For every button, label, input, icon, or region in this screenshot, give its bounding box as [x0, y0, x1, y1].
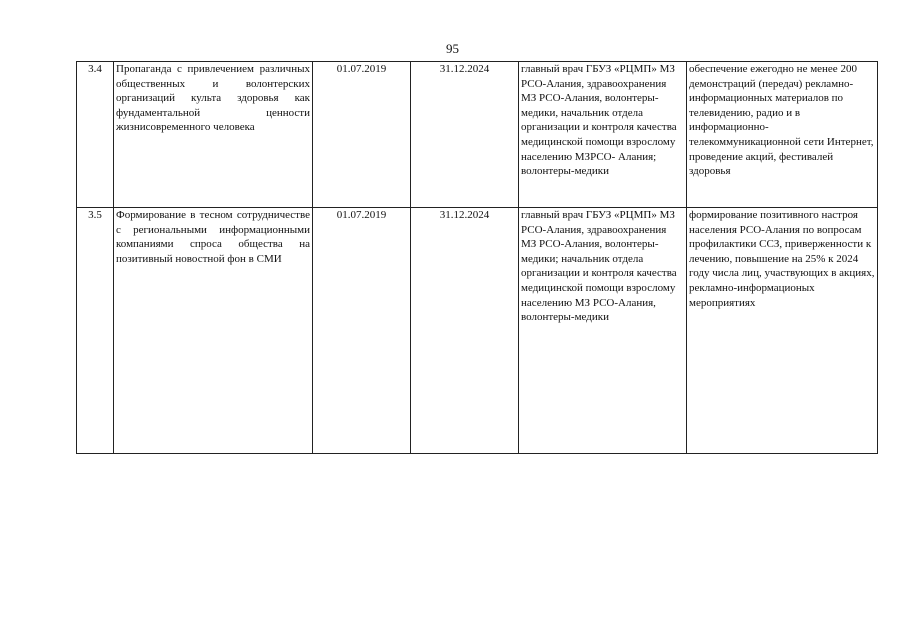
result-cell: обеспечение ежегодно не менее 200 демонстраций (передач) рекламно-информационных материалов по телевидению, радио и в информационно-телекоммуникационной сети Интернет, проведение акций, фестивалей здоровья: [687, 62, 878, 208]
responsible-cell: главный врач ГБУЗ «РЦМП» МЗ РСО-Алания, здравоохранения МЗ РСО-Алания, волонтеры-медики, начальник отдела организации и контроля качества медицинской помощи взрослому населению МЗРСО- Алания; волонтеры-медики: [519, 62, 687, 208]
end-date-cell: 31.12.2024: [411, 62, 519, 208]
row-number-cell: 3.4: [77, 62, 114, 208]
table-row: [77, 62, 878, 208]
measures-table: [76, 61, 878, 454]
activity-cell: Пропаганда с привлечением различных общественных и волонтерских организаций культа здоровья как фундаментальной ценности жизнисовременного человека: [114, 62, 313, 208]
activity-cell: Формирование в тесном сотрудничестве с региональными информационными компаниями спроса общества на позитивный новостной фон в СМИ: [114, 208, 313, 454]
end-date-cell: 31.12.2024: [411, 208, 519, 454]
page-number: 95: [446, 41, 459, 56]
start-date-cell: 01.07.2019: [313, 62, 411, 208]
table-row: [77, 208, 878, 454]
row-number-cell: 3.5: [77, 208, 114, 454]
result-cell: формирование позитивного настроя населения РСО-Алания по вопросам профилактики ССЗ, приверженности к лечению, повышение на 25% к 2024 году числа лиц, участвующих в акциях, рекламно-информационых мероприятиях: [687, 208, 878, 454]
start-date-cell: 01.07.2019: [313, 208, 411, 454]
responsible-cell: главный врач ГБУЗ «РЦМП» МЗ РСО-Алания, здравоохранения МЗ РСО-Алания, волонтеры-медики; начальник отдела организации и контроля качества медицинской помощи взрослому населению МЗ РСО-Алания, волонтеры-медики: [519, 208, 687, 454]
